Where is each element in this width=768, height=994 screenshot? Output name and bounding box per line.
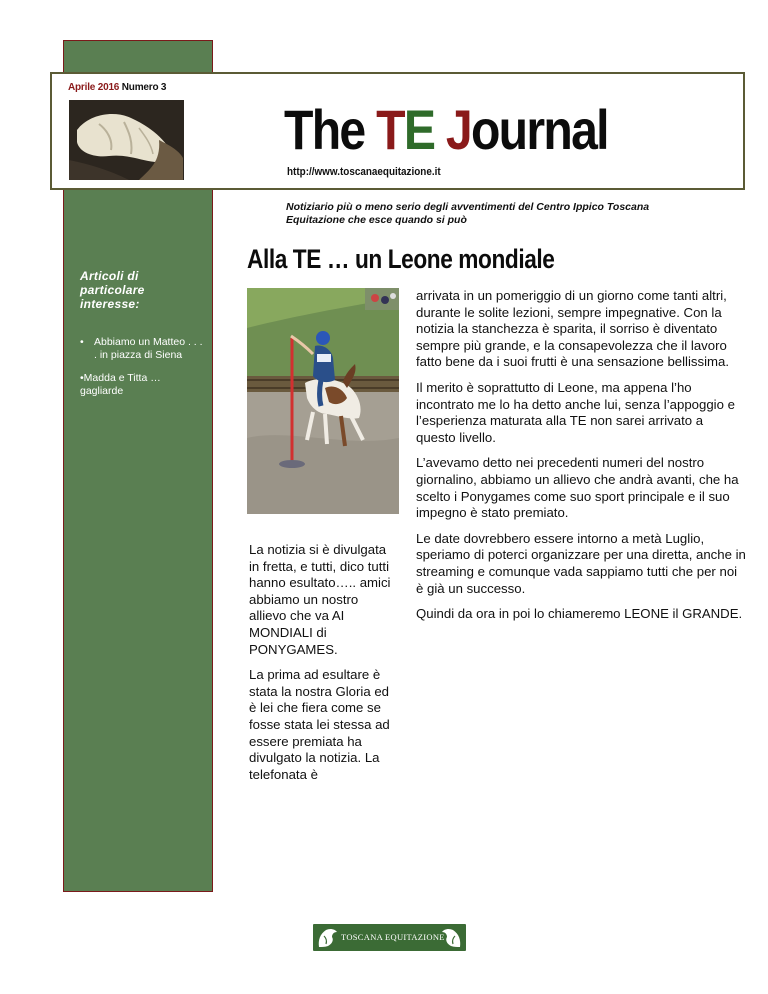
horse-head-icon — [439, 926, 463, 949]
horse-head-icon — [316, 926, 340, 949]
article-headline: Alla TE … un Leone mondiale — [247, 244, 555, 274]
paragraph: La prima ad esultare è stata la nostra Gloria ed è lei che fiera come se fosse stata lei stessa ad essere premiata ha divulgato la notizia. La telefonata è — [249, 667, 390, 782]
paragraph: arrivata in un pomeriggio di un giorno come tanti altri, durante le solite lezioni, sempre impegnative. Con la notizia la stanchezza è sparita, il sorriso è diventato sempre più grande, e la consapevolezza che il lavoro fatto bene da i suoi frutti è una sensazione bellissima. — [416, 288, 730, 370]
article-photo — [247, 288, 399, 514]
logo-text: TOSCANA EQUITAZIONE — [341, 932, 445, 942]
issue-number: Numero 3 — [121, 82, 167, 93]
title-space — [434, 98, 446, 161]
masthead — [50, 72, 745, 190]
title-j-letter: J — [445, 98, 471, 161]
cover-photo — [69, 100, 184, 180]
issue-date: Aprile 2016 — [68, 82, 120, 93]
paragraph: La notizia si è divulgata in fretta, e tutti, dico tutti hanno esultato….. amici abbiamo un nostro allievo che va AI MONDIALI di PONYGAMES. — [249, 542, 391, 657]
title-ournal: ournal — [470, 98, 608, 161]
article-right-column — [416, 288, 746, 632]
issue-line — [68, 82, 166, 93]
journal-title — [284, 100, 608, 160]
sidebar-heading: Articoli di particolare interesse: — [80, 269, 145, 311]
footer-logo — [313, 924, 466, 951]
paragraph: Il merito è soprattutto di Leone, ma appena l’ho incontrato me lo ha detto anche lui, senza l’appoggio e l’esperienza maturata alla TE non sarei arrivato a questo livello. — [416, 379, 735, 445]
article-left-column — [249, 542, 394, 792]
title-t-letter: T — [376, 98, 404, 161]
tagline: Notiziario più o meno serio degli avventimenti del Centro Ippico Toscana Equitazione che esce quando si può — [286, 201, 650, 226]
sidebar-item-matteo[interactable]: • Abbiamo un Matteo . . . . in piazza di Siena — [80, 336, 205, 362]
sidebar-item-madda-titta[interactable]: •Madda e Titta … gagliarde — [80, 372, 161, 397]
paragraph: Quindi da ora in poi lo chiameremo LEONE il GRANDE. — [416, 606, 743, 622]
title-the: The — [284, 98, 377, 161]
paragraph: L’avevamo detto nei precedenti numeri del nostro giornalino, abbiamo un allievo che andrà avanti, che ha scelto i Ponygames come suo sport principale e il suo impegno è stato premiato. — [416, 455, 739, 521]
paragraph: Le date dovrebbero essere intorno a metà Luglio, speriamo di poterci organizzare per una diretta, anche in streaming e comunque vada sappiamo tutti che per noi è già un successo. — [416, 530, 746, 596]
website-url[interactable]: http://www.toscanaequitazione.it — [287, 166, 441, 178]
title-e-letter: E — [403, 98, 435, 161]
sidebar-list — [80, 336, 205, 408]
